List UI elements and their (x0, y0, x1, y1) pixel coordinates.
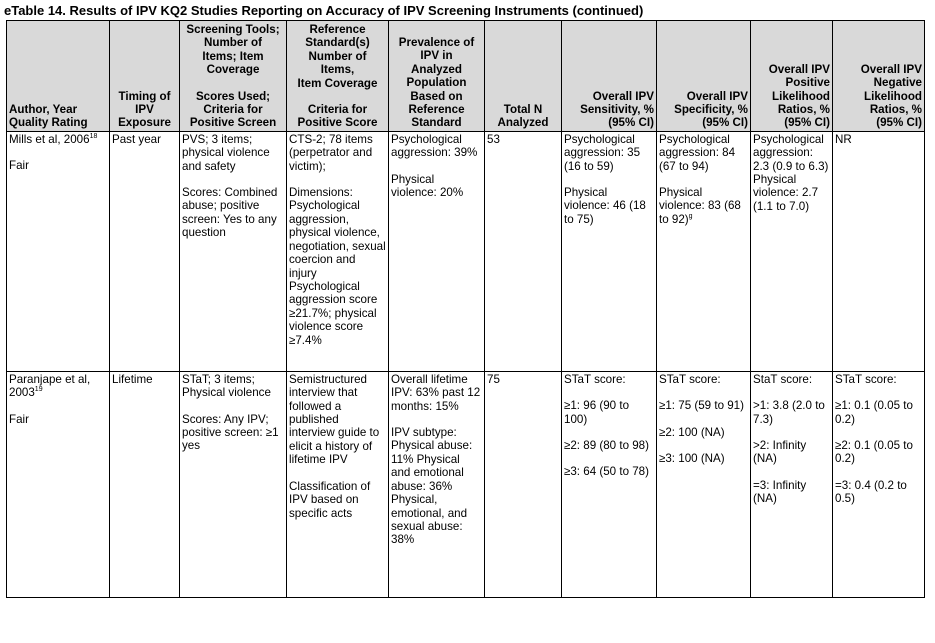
cell-reference-standard: Semistructured interview that followed a published interview guide to elicit a history of lifetime IPV Classification of IPV based on specific acts (287, 371, 389, 597)
table-row (7, 371, 925, 597)
cell-timing: Lifetime (110, 371, 180, 597)
cell-prevalence: Psychological aggression: 39% Physical violence: 20% (389, 131, 485, 371)
cell-specificity: Psychological aggression: 84 (67 to 94) Physical violence: 83 (68 to 92)$^g$ (657, 131, 751, 371)
cell-positive-likelihood: StaT score: >1: 3.8 (2.0 to 7.3) >2: Infinity (NA) =3: Infinity (NA) (751, 371, 833, 597)
header-prevalence: Prevalence of IPV in Analyzed Population Based on Reference Standard (389, 21, 485, 132)
cell-author: Mills et al, 2006$^{18}$ Fair (7, 131, 110, 371)
cell-negative-likelihood: STaT score: ≥1: 0.1 (0.05 to 0.2) ≥2: 0.1 (0.05 to 0.2) =3: 0.4 (0.2 to 0.5) (833, 371, 925, 597)
header-sensitivity: Overall IPV Sensitivity, % (95% CI) (562, 21, 657, 132)
cell-positive-likelihood: Psychological aggression: 2.3 (0.9 to 6.3) Physical violence: 2.7 (1.1 to 7.0) (751, 131, 833, 371)
header-reference-standard: Reference Standard(s) Number of Items, Item Coverage Criteria for Positive Score (287, 21, 389, 132)
table-row (7, 131, 925, 371)
table-title: eTable 14. Results of IPV KQ2 Studies Reporting on Accuracy of IPV Screening Instruments (continued) (4, 3, 644, 18)
header-negative-likelihood: Overall IPV Negative Likelihood Ratios, % (95% CI) (833, 21, 925, 132)
header-positive-likelihood: Overall IPV Positive Likelihood Ratios, % (95% CI) (751, 21, 833, 132)
header-author: Author, Year Quality Rating (7, 21, 110, 132)
cell-negative-likelihood: NR (833, 131, 925, 371)
cell-sensitivity: Psychological aggression: 35 (16 to 59) Physical violence: 46 (18 to 75) (562, 131, 657, 371)
header-total-n: Total N Analyzed (485, 21, 562, 132)
cell-author: Paranjape et al, 2003$^{19}$ Fair (7, 371, 110, 597)
cell-prevalence: Overall lifetime IPV: 63% past 12 months: 15% IPV subtype: Physical abuse: 11% Physical and emotional abuse: 36% Physical, emotional, and sexual abuse: 38% (389, 371, 485, 597)
cell-total-n: 75 (485, 371, 562, 597)
header-screening-tools: Screening Tools; Number of Items; Item Coverage Scores Used; Criteria for Positive Screen (180, 21, 287, 132)
header-row (7, 21, 925, 132)
cell-specificity: STaT score: ≥1: 75 (59 to 91) ≥2: 100 (NA) ≥3: 100 (NA) (657, 371, 751, 597)
cell-total-n: 53 (485, 131, 562, 371)
header-timing: Timing of IPV Exposure (110, 21, 180, 132)
evidence-table (6, 20, 925, 598)
cell-screening-tools: STaT; 3 items; Physical violence Scores: Any IPV; positive screen: ≥1 yes (180, 371, 287, 597)
cell-reference-standard: CTS-2; 78 items (perpetrator and victim); Dimensions: Psychological aggression, physical violence, negotiation, sexual coercion and injury Psychological aggression score ≥21.7%; physical violence score ≥7.4% (287, 131, 389, 371)
cell-screening-tools: PVS; 3 items; physical violence and safety Scores: Combined abuse; positive screen: Yes to any question (180, 131, 287, 371)
cell-sensitivity: STaT score: ≥1: 96 (90 to 100) ≥2: 89 (80 to 98) ≥3: 64 (50 to 78) (562, 371, 657, 597)
cell-timing: Past year (110, 131, 180, 371)
header-specificity: Overall IPV Specificity, % (95% CI) (657, 21, 751, 132)
